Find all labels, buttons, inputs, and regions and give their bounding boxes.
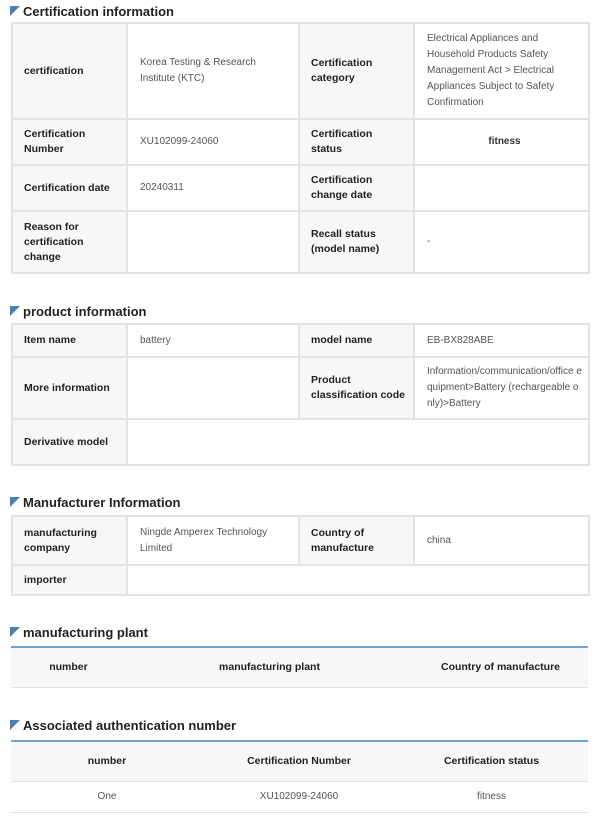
section-title-product bbox=[10, 302, 147, 320]
associated-authentication-table bbox=[11, 740, 588, 813]
column-header-country-of-manufacture: Country of manufacture bbox=[413, 647, 588, 687]
section-title-text: Manufacturer Information bbox=[23, 494, 181, 510]
section-title-text: Certification information bbox=[23, 3, 174, 19]
triangle-marker-icon bbox=[10, 306, 20, 316]
table-header-row bbox=[11, 647, 588, 687]
product-table bbox=[11, 323, 590, 466]
certification-status-value: fitness bbox=[414, 119, 589, 165]
classification-code-value: Information/communication/office equipment>Battery (rechargeable only)>Battery bbox=[414, 357, 589, 419]
certification-date-label: Certification date bbox=[12, 165, 127, 211]
row-certification-number-cell[interactable]: XU102099-24060 bbox=[203, 781, 395, 812]
importer-label: importer bbox=[12, 565, 127, 595]
triangle-marker-icon bbox=[10, 627, 20, 637]
model-name-value: EB-BX828ABE bbox=[414, 324, 589, 357]
item-name-label: Item name bbox=[12, 324, 127, 357]
triangle-marker-icon bbox=[10, 6, 20, 16]
certification-table bbox=[11, 22, 590, 274]
table-row bbox=[12, 419, 589, 465]
recall-status-value: - bbox=[414, 211, 589, 273]
certification-number-value: XU102099-24060 bbox=[127, 119, 299, 165]
certification-status-label: Certification status bbox=[299, 119, 414, 165]
table-row bbox=[12, 324, 589, 357]
triangle-marker-icon bbox=[10, 720, 20, 730]
table-header-row bbox=[11, 741, 588, 781]
table-row bbox=[12, 23, 589, 119]
table-row bbox=[11, 781, 588, 812]
table-row bbox=[12, 357, 589, 419]
triangle-marker-icon bbox=[10, 497, 20, 507]
table-row bbox=[12, 211, 589, 273]
column-header-manufacturing-plant: manufacturing plant bbox=[126, 647, 413, 687]
section-title-associated-authentication bbox=[10, 716, 236, 734]
table-row bbox=[12, 565, 589, 595]
section-title-manufacturer bbox=[10, 493, 180, 511]
row-number-cell: One bbox=[11, 781, 203, 812]
section-title-certification bbox=[10, 2, 174, 20]
certification-category-value: Electrical Appliances and Household Products Safety Management Act > Electrical Appliances Subject to Safety Confirmation bbox=[414, 23, 589, 119]
certification-date-value: 20240311 bbox=[127, 165, 299, 211]
certification-change-date-label: Certification change date bbox=[299, 165, 414, 211]
certification-label: certification bbox=[12, 23, 127, 119]
column-header-certification-status: Certification status bbox=[395, 741, 588, 781]
section-title-text: Associated authentication number bbox=[23, 717, 237, 733]
certification-number-label: Certification Number bbox=[12, 119, 127, 165]
change-reason-value bbox=[127, 211, 299, 273]
table-row bbox=[12, 165, 589, 211]
country-of-manufacture-value: china bbox=[414, 516, 589, 565]
model-name-label: model name bbox=[299, 324, 414, 357]
item-name-value: battery bbox=[127, 324, 299, 357]
classification-code-label: Product classification code bbox=[299, 357, 414, 419]
manufacturing-plant-table bbox=[11, 646, 588, 688]
table-row bbox=[12, 119, 589, 165]
derivative-model-value bbox=[127, 419, 589, 465]
section-title-text: product information bbox=[23, 303, 147, 319]
more-information-value bbox=[127, 357, 299, 419]
row-certification-status-cell: fitness bbox=[395, 781, 588, 812]
column-header-number: number bbox=[11, 741, 203, 781]
more-information-label: More information bbox=[12, 357, 127, 419]
manufacturer-table bbox=[11, 515, 590, 596]
recall-status-label: Recall status (model name) bbox=[299, 211, 414, 273]
column-header-number: number bbox=[11, 647, 126, 687]
table-row bbox=[12, 516, 589, 565]
section-title-text: manufacturing plant bbox=[23, 624, 148, 640]
importer-value bbox=[127, 565, 589, 595]
section-title-manufacturing-plant bbox=[10, 623, 148, 641]
certification-change-date-value bbox=[414, 165, 589, 211]
manufacturing-company-label: manufacturing company bbox=[12, 516, 127, 565]
derivative-model-label: Derivative model bbox=[12, 419, 127, 465]
change-reason-label: Reason for certification change bbox=[12, 211, 127, 273]
certification-category-label: Certification category bbox=[299, 23, 414, 119]
column-header-certification-number: Certification Number bbox=[203, 741, 395, 781]
country-of-manufacture-label: Country of manufacture bbox=[299, 516, 414, 565]
manufacturing-company-value: Ningde Amperex Technology Limited bbox=[127, 516, 299, 565]
certification-value: Korea Testing & Research Institute (KTC) bbox=[127, 23, 299, 119]
